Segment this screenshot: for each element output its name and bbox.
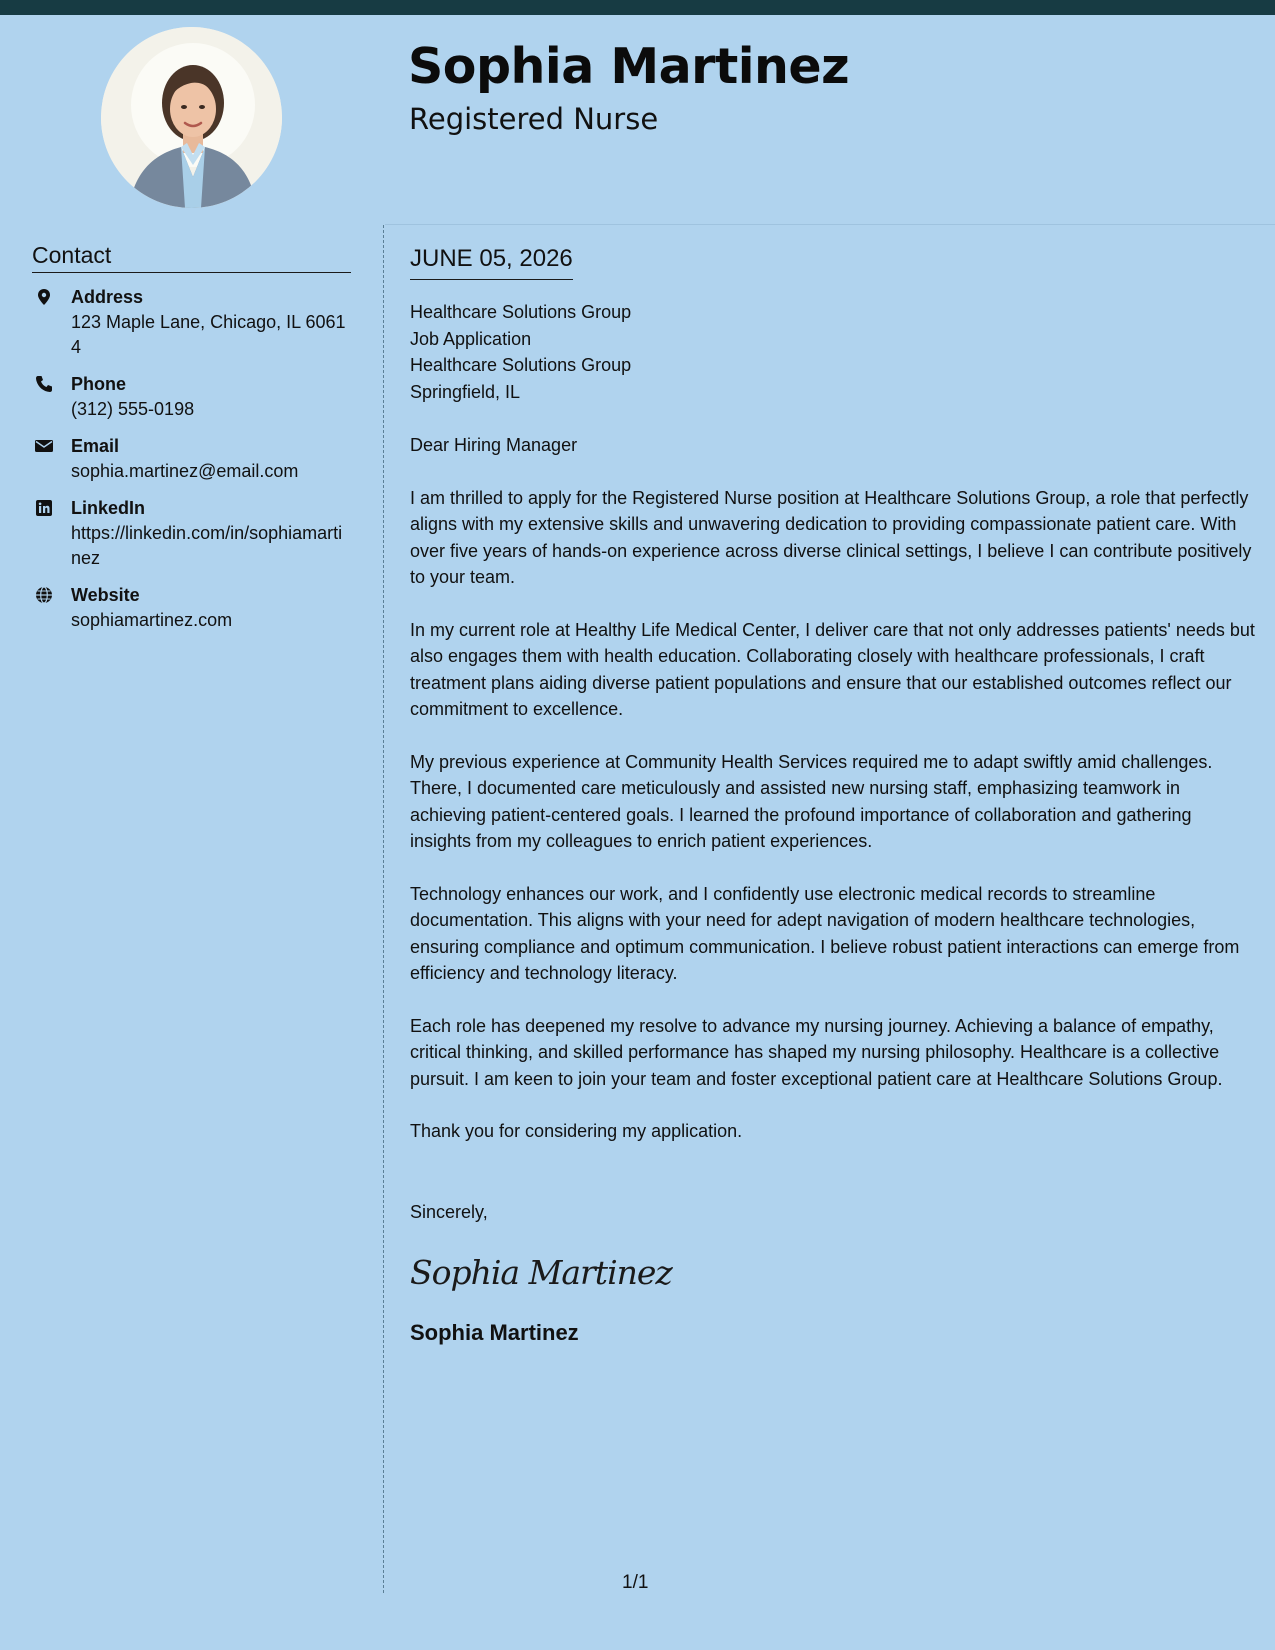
closing: Sincerely, <box>410 1201 488 1222</box>
recipient-block <box>410 299 1255 405</box>
contact-heading: Contact <box>32 241 351 273</box>
contact-value: sophia.martinez@email.com <box>71 461 299 481</box>
contact-label: LinkedIn <box>71 498 146 518</box>
contact-value: 123 Maple Lane, Chicago, IL 60614 <box>71 312 346 357</box>
envelope-icon <box>35 437 53 455</box>
header-divider <box>385 224 1275 225</box>
body-paragraph: I am thrilled to apply for the Registered Nurse position at Healthcare Solutions Group, a role that perfectly aligns with my extensive skills and unwavering dedication to providing compassionate patient care. With over five years of hands-on experience across diverse clinical settings, I believe I can contribute positively to your team. <box>410 487 1252 587</box>
contact-label: Address <box>71 287 144 307</box>
profile-photo <box>101 27 282 208</box>
map-pin-icon <box>35 288 53 306</box>
contact-item-linkedin <box>32 496 352 571</box>
recipient-line: Healthcare Solutions Group <box>410 302 632 322</box>
globe-icon <box>35 586 53 604</box>
contact-item-website <box>32 583 352 633</box>
profile-photo-illustration <box>101 27 282 208</box>
letter-date: JUNE 05, 2026 <box>410 244 573 280</box>
recipient-line: Job Application <box>410 328 532 349</box>
recipient-line: Healthcare Solutions Group <box>410 355 632 375</box>
body-paragraph: Technology enhances our work, and I confidently use electronic medical records to streamline documentation. This aligns with your need for adept navigation of modern healthcare technologies, ensuring compliance and optimum communication. I believe robust patient interactions can emerge from efficiency and technology literacy. <box>410 883 1240 983</box>
phone-icon <box>35 375 53 393</box>
signature: Sophia Martinez <box>410 1253 672 1292</box>
page-number: 1/1 <box>622 1572 649 1593</box>
body-paragraph: My previous experience at Community Health Services required me to adapt swiftly amid challenges. There, I documented care meticulously and assisted new nursing staff, emphasizing teamwork in achieving patient-centered goals. I learned the profound importance of collaboration and gathering insights from my colleagues to enrich patient experiences. <box>410 751 1213 851</box>
body-paragraph: Each role has deepened my resolve to advance my nursing journey. Achieving a balance of empathy, critical thinking, and skilled performance has shaped my nursing philosophy. Healthcare is a collective pursuit. I am keen to join your team and foster exceptional patient care at Healthcare Solutions Group. <box>410 1015 1223 1089</box>
contact-item-phone <box>32 372 352 422</box>
contact-label: Email <box>71 436 120 456</box>
contact-label: Website <box>71 585 140 605</box>
contact-item-address <box>32 285 352 360</box>
top-accent-bar <box>0 0 1275 15</box>
contact-value[interactable]: https://linkedin.com/in/sophiamartinez <box>71 523 343 568</box>
contact-list <box>32 285 352 645</box>
cover-letter <box>410 244 1255 1347</box>
recipient-line: Springfield, IL <box>410 381 521 402</box>
signed-name: Sophia Martinez <box>410 1320 579 1345</box>
contact-item-email <box>32 434 352 484</box>
linkedin-icon <box>35 499 53 517</box>
candidate-title: Registered Nurse <box>409 102 659 136</box>
column-divider <box>383 225 384 1593</box>
contact-value[interactable]: sophiamartinez.com <box>71 610 233 630</box>
contact-value: (312) 555-0198 <box>71 399 195 419</box>
contact-label: Phone <box>71 374 127 394</box>
salutation: Dear Hiring Manager <box>410 435 578 455</box>
body-paragraph: In my current role at Healthy Life Medical Center, I deliver care that not only addresses patients' needs but also engages them with health education. Collaborating closely with healthcare professionals, I craft treatment plans aiding diverse patient populations and ensure that our established outcomes reflect our commitment to excellence. <box>410 619 1255 719</box>
candidate-name: Sophia Martinez <box>408 38 850 95</box>
closing-thanks: Thank you for considering my application. <box>410 1121 743 1141</box>
